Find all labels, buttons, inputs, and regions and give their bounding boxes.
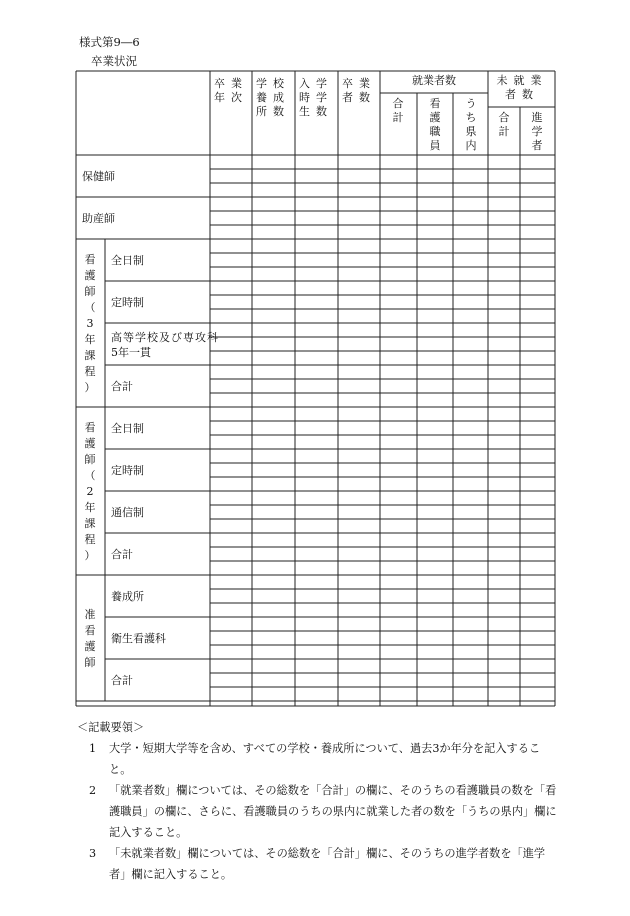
col-graduation-year: 卒業年次	[214, 77, 248, 104]
note-text: 「就業者数」欄については、その総数を「合計」の欄に、そのうちの看護職員の数を「看護職員」の欄に、さらに、看護職員のうちの県内に就業した者の数を「うちの県内」欄に記入すること。	[109, 784, 557, 839]
sub-label-2-1: 定時制	[111, 296, 144, 309]
group-label-3: 看護師（ 2 年課程）	[84, 421, 96, 562]
group-label-0: 保健師	[82, 170, 115, 183]
graduation-status-table	[76, 71, 555, 706]
sub-label-3-2: 通信制	[111, 506, 144, 519]
col-unemployed-group: 未就業者数	[496, 74, 548, 101]
note-number: 3	[89, 847, 97, 860]
note-item	[77, 738, 557, 780]
sub-label-4-1: 衛生看護科	[111, 632, 166, 645]
group-label-1: 助産師	[82, 212, 115, 225]
sub-label-4-0: 養成所	[111, 590, 144, 603]
col-school-count: 学校養成所数	[256, 77, 290, 118]
sub-label-2-2: 高等学校及び専攻科 5年一貫	[111, 331, 219, 359]
note-item	[77, 843, 557, 885]
col-graduates: 卒業者数	[342, 77, 376, 104]
group-label-4: 准看護師	[84, 608, 96, 669]
sub-label-4-2: 合計	[111, 674, 133, 687]
col-unemployed-advanced: 進学者	[531, 111, 543, 152]
form-title: 卒業状況	[91, 54, 137, 68]
note-number: 1	[89, 742, 97, 755]
form-code: 様式第9―6	[79, 35, 140, 49]
sub-label-3-3: 合計	[111, 548, 133, 561]
sub-label-3-1: 定時制	[111, 464, 144, 477]
notes-header: ＜記載要領＞	[77, 721, 145, 734]
group-label-2: 看護師（ 3 年課程）	[84, 253, 96, 394]
col-employed-nursing: 看護職員	[429, 97, 441, 152]
note-item	[77, 780, 557, 843]
col-employed-group: 就業者数	[412, 74, 456, 87]
col-unemployed-total: 合計	[498, 111, 510, 138]
col-employed-total: 合計	[392, 97, 404, 124]
note-text: 「未就業者数」欄については、その総数を「合計」欄に、そのうちの進学者数を「進学者」欄に記入すること。	[109, 847, 546, 881]
notes-section	[77, 717, 557, 885]
note-text: 大学・短期大学等を含め、すべての学校・養成所について、過去3か年分を記入すること。	[109, 742, 541, 776]
sub-label-2-3: 合計	[111, 380, 133, 393]
sub-label-2-0: 全日制	[111, 254, 144, 267]
col-employed-in-pref: うち県内	[465, 97, 477, 152]
col-entrants: 入学時学生数	[299, 77, 333, 118]
sub-label-3-0: 全日制	[111, 422, 144, 435]
note-number: 2	[89, 784, 97, 797]
